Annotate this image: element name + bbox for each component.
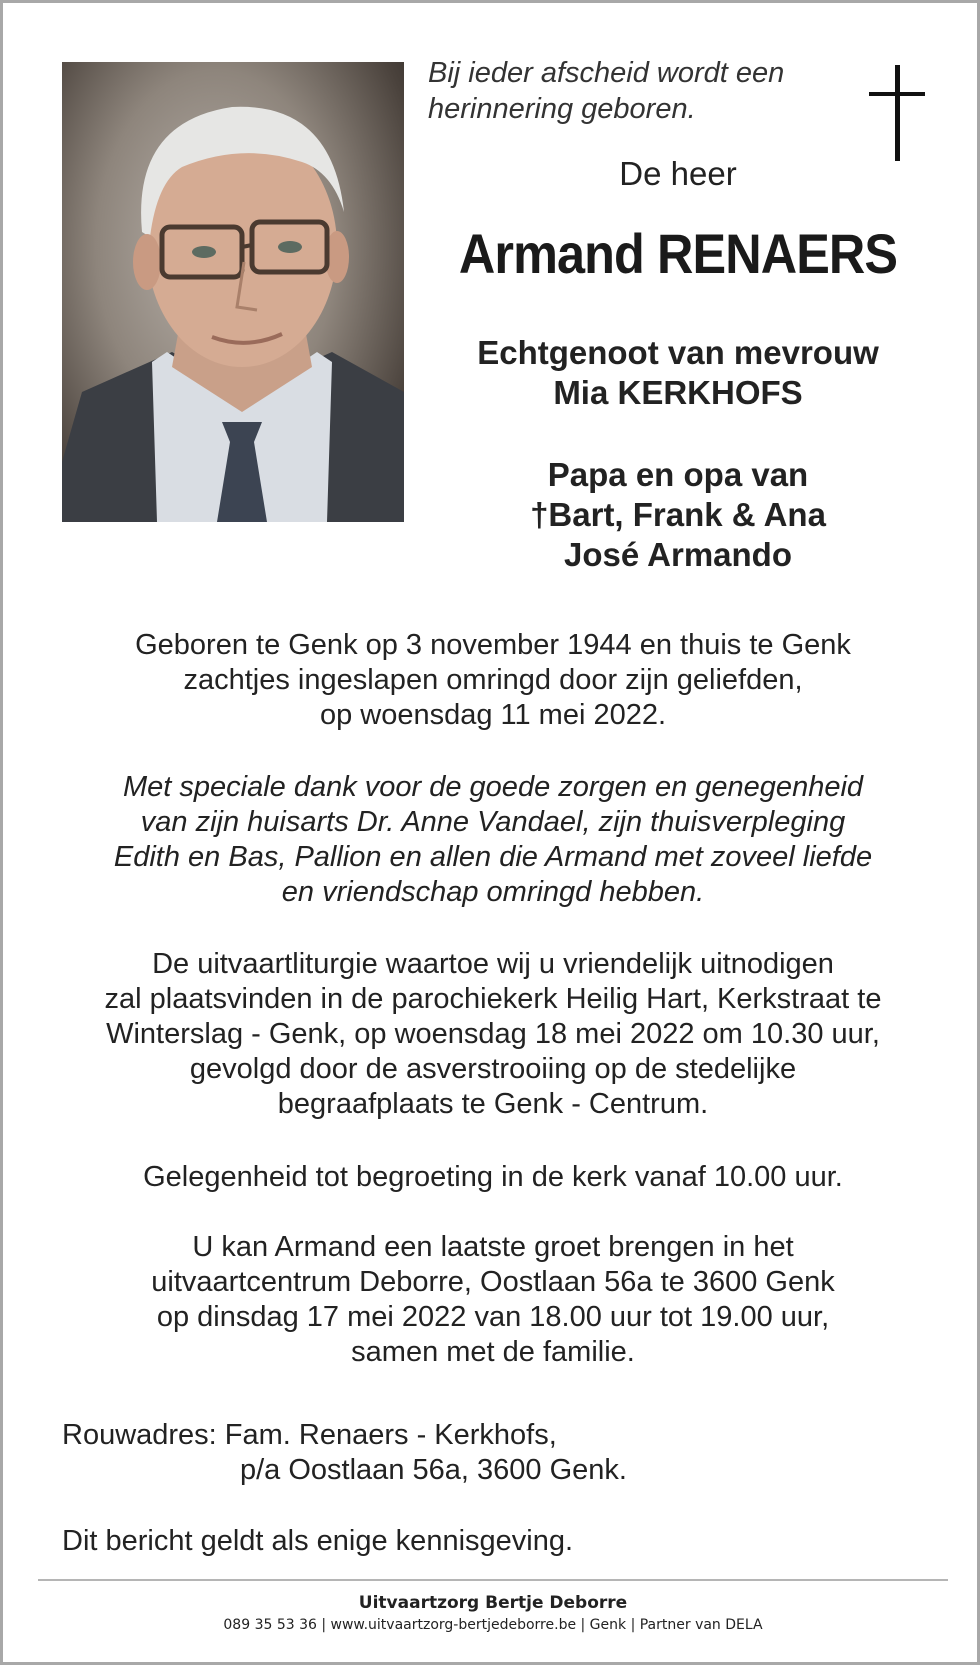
paragraph-line: De uitvaartliturgie waartoe wij u vriendelijk uitnodigen: [152, 948, 834, 980]
paragraph-line: op dinsdag 17 mei 2022 van 18.00 uur tot 19.00 uur,: [156, 1301, 830, 1333]
honorific: De heer: [619, 155, 737, 192]
paragraph-line: zal plaatsvinden in de parochiekerk Heilig Hart, Kerkstraat te: [104, 983, 882, 1015]
quote-line: herinnering geboren.: [428, 93, 696, 125]
children-line: †Bart, Frank & Ana: [530, 496, 826, 533]
children-line: Papa en opa van: [547, 456, 809, 493]
spouse-block: [428, 333, 928, 413]
paragraph-line: samen met de familie.: [351, 1336, 635, 1368]
paragraph-line: uitvaartcentrum Deborre, Oostlaan 56a te 3600 Genk: [151, 1266, 835, 1298]
address-line: Rouwadres: Fam. Renaers - Kerkhofs,: [62, 1419, 557, 1451]
paragraph-line: gevolgd door de asverstrooiing op de stedelijke: [189, 1053, 797, 1085]
spouse-name: Mia KERKHOFS: [553, 374, 803, 411]
paragraph-line: Gelegenheid tot begroeting in de kerk vanaf 10.00 uur.: [143, 1161, 843, 1193]
mourning-address: [62, 1418, 627, 1488]
paragraph-line: U kan Armand een laatste groet brengen in het: [192, 1231, 794, 1263]
paragraph-line: en vriendschap omringd hebben.: [281, 876, 705, 908]
cross-icon: [869, 65, 925, 161]
thanks-paragraph: [43, 770, 943, 910]
paragraph-line: begraafplaats te Genk - Centrum.: [277, 1088, 709, 1120]
paragraph-line: Geboren te Genk op 3 november 1944 en thuis te Genk: [135, 629, 851, 661]
children-line: José Armando: [563, 536, 792, 573]
visit-paragraph: [43, 1230, 943, 1370]
quote-line: Bij ieder afscheid wordt een: [428, 57, 785, 89]
paragraph-line: Winterslag - Genk, op woensdag 18 mei 2022 om 10.30 uur,: [106, 1018, 880, 1050]
paragraph-line: zachtjes ingeslapen omringd door zijn geliefden,: [183, 664, 803, 696]
address-line: p/a Oostlaan 56a, 3600 Genk.: [240, 1454, 627, 1486]
footer-divider: [38, 1579, 948, 1581]
children-block: [428, 455, 928, 575]
spouse-line: Echtgenoot van mevrouw: [477, 334, 879, 371]
paragraph-line: van zijn huisarts Dr. Anne Vandael, zijn thuisverpleging: [140, 806, 846, 838]
notice-text: Dit bericht geldt als enige kennisgeving.: [62, 1525, 574, 1557]
funeral-home-contact: 089 35 53 36 | www.uitvaartzorg-bertjedeborre.be | Genk | Partner van DELA: [223, 1617, 763, 1633]
paragraph-line: Met speciale dank voor de goede zorgen en genegenheid: [122, 771, 864, 803]
condolence-paragraph: [43, 1160, 943, 1195]
paragraph-line: Edith en Bas, Pallion en allen die Armand met zoveel liefde: [113, 841, 873, 873]
deceased-name: Armand RENAERS: [458, 222, 898, 285]
portrait-photo: [62, 62, 404, 522]
opening-quote: [428, 55, 848, 127]
funeral-paragraph: [43, 947, 943, 1122]
birth-death-paragraph: [43, 628, 943, 733]
paragraph-line: op woensdag 11 mei 2022.: [319, 699, 667, 731]
funeral-home-name: Uitvaartzorg Bertje Deborre: [358, 1593, 628, 1613]
